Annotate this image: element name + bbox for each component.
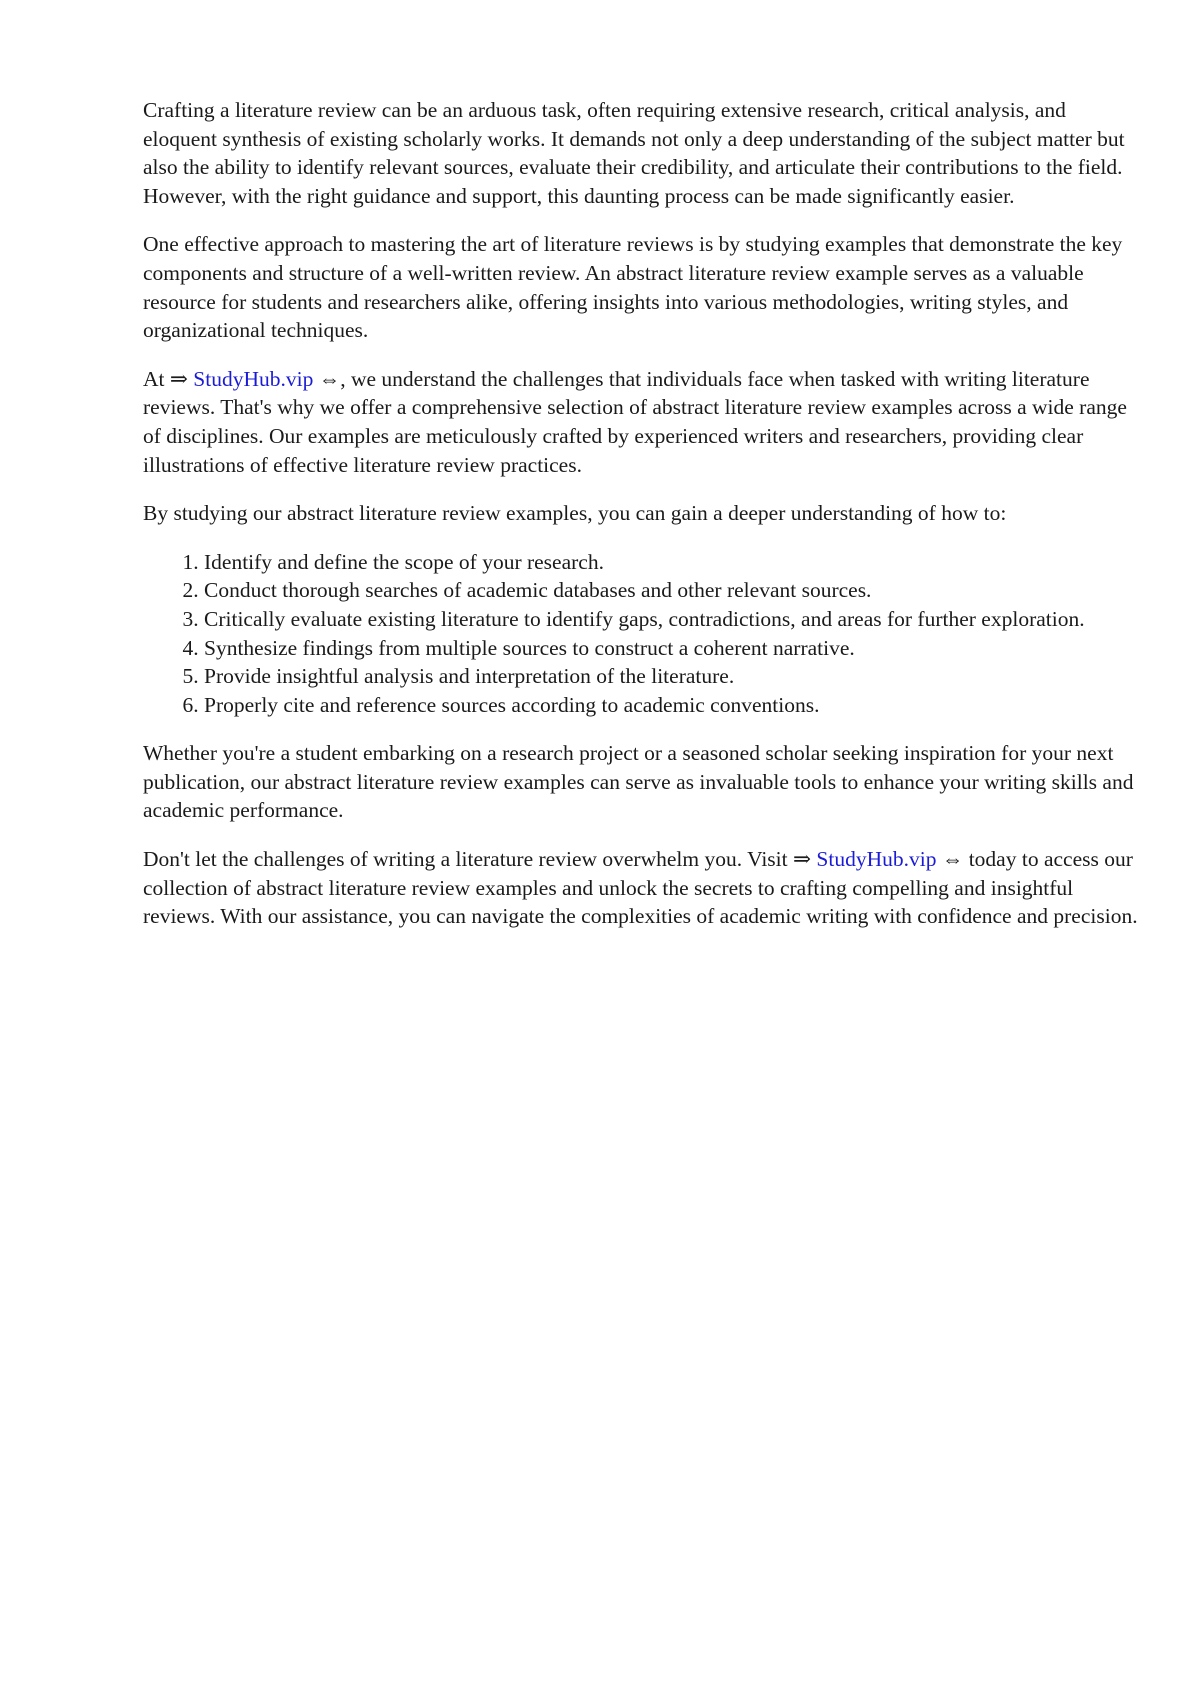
list-item: 2. Conduct thorough searches of academic databases and other relevant sources.	[204, 576, 1143, 605]
skills-list	[143, 548, 1143, 720]
audience-paragraph: Whether you're a student embarking on a research project or a seasoned scholar seeking inspiration for your next publication, our abstract literature review examples can serve as invaluable tools to enhance your writing skills and academic performance.	[143, 741, 1134, 823]
paragraph-text-before-link: At ⇒	[143, 366, 194, 391]
approach-paragraph: One effective approach to mastering the art of literature reviews is by studying examples that demonstrate the key components and structure of a well-written review. An abstract literature review example serves as a valuable resource for students and researchers alike, offering insights into various methodologies, writing styles, and organizational techniques.	[143, 232, 1123, 343]
list-item: 1. Identify and define the scope of your research.	[204, 548, 1143, 577]
list-item: 3. Critically evaluate existing literature to identify gaps, contradictions, and areas for further exploration.	[204, 605, 1143, 634]
studyhub-link[interactable]: StudyHub.vip	[193, 366, 314, 391]
paragraph-text-after-link: ⇔, we understand the challenges that individuals face when tasked with writing literature reviews. That's why we offer a comprehensive selection of abstract literature review examples across a wide range of disciplines. Our examples are meticulously crafted by experienced writers and researchers, providing clear illustrations of effective literature review practices.	[143, 366, 1127, 477]
paragraph-text-after-link: ⇔ today to access our collection of abstract literature review examples and unlock the secrets to crafting compelling and insightful reviews. With our assistance, you can navigate the complexities of academic writing with confidence and precision.	[143, 847, 1138, 929]
studyhub-link[interactable]: StudyHub.vip	[816, 847, 937, 872]
list-lead-paragraph: By studying our abstract literature review examples, you can gain a deeper understanding of how to:	[143, 501, 1007, 526]
intro-paragraph: Crafting a literature review can be an arduous task, often requiring extensive research, critical analysis, and eloquent synthesis of existing scholarly works. It demands not only a deep understanding of the subject matter but also the ability to identify relevant sources, evaluate their credibility, and articulate their contributions to the field. However, with the right guidance and support, this daunting process can be made significantly easier.	[143, 98, 1125, 208]
list-item: 4. Synthesize findings from multiple sources to construct a coherent narrative.	[204, 634, 1143, 663]
list-item: 6. Properly cite and reference sources according to academic conventions.	[204, 691, 1143, 720]
list-item: 5. Provide insightful analysis and interpretation of the literature.	[204, 662, 1143, 691]
studyhub-intro-paragraph	[143, 365, 1143, 479]
closing-paragraph	[143, 845, 1143, 931]
document-body	[143, 96, 1143, 951]
paragraph-text-before-link: Don't let the challenges of writing a literature review overwhelm you. Visit ⇒	[143, 847, 817, 872]
